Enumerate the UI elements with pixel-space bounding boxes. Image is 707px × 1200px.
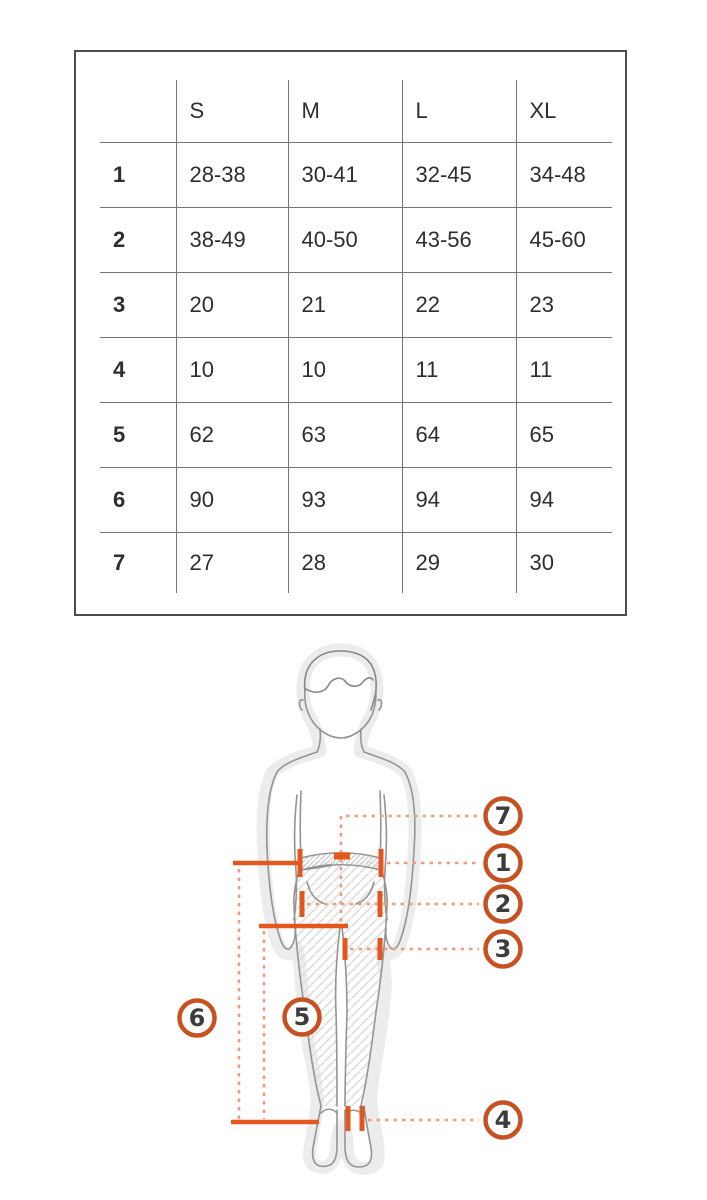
row-label: 3 [100,273,176,338]
callout-circle-6 [180,1001,215,1036]
row-label: 6 [100,468,176,533]
callout-number: 3 [494,935,512,963]
table-row [100,273,612,338]
table-row [100,143,612,208]
cell: 40-50 [288,208,402,273]
size-table [100,80,612,593]
table-row [100,338,612,403]
callout-number: 2 [494,890,512,918]
cell: 28-38 [176,143,288,208]
cell: 65 [516,403,612,468]
cell: 62 [176,403,288,468]
column-header-m: M [288,80,402,143]
column-header-xl: XL [516,80,612,143]
column-header-s: S [176,80,288,143]
cell: 30 [516,533,612,594]
cell: 30-41 [288,143,402,208]
cell: 28 [288,533,402,594]
row-label: 5 [100,403,176,468]
callout-circle-7 [486,799,521,834]
cell: 21 [288,273,402,338]
callout-number: 5 [293,1003,311,1031]
header-row [100,80,612,143]
cell: 10 [288,338,402,403]
row-label: 4 [100,338,176,403]
table-row [100,533,612,594]
column-header-l: L [402,80,516,143]
callout-number: 7 [494,802,512,830]
cell: 20 [176,273,288,338]
callout-circle-4 [486,1103,521,1138]
cell: 94 [402,468,516,533]
cell: 11 [402,338,516,403]
human-figure [263,650,415,1168]
cell: 10 [176,338,288,403]
table-row [100,208,612,273]
callout-circle-2 [486,887,521,922]
callout-number: 1 [494,849,512,877]
cell: 27 [176,533,288,594]
row-label: 1 [100,143,176,208]
cell: 43-56 [402,208,516,273]
cell: 23 [516,273,612,338]
cell: 64 [402,403,516,468]
callout-circle-5 [285,1000,320,1035]
callout-number: 6 [188,1004,206,1032]
cell: 34-48 [516,143,612,208]
callout-circle-3 [486,932,521,967]
cell: 90 [176,468,288,533]
table-row [100,403,612,468]
callout-circle-1 [486,846,521,881]
cell: 93 [288,468,402,533]
row-label: 7 [113,550,126,575]
corner-cell [100,80,176,143]
cell: 38-49 [176,208,288,273]
cell: 29 [402,533,516,594]
cell: 22 [402,273,516,338]
cell: 63 [288,403,402,468]
row-label: 2 [100,208,176,273]
cell: 32-45 [402,143,516,208]
cell: 11 [516,338,612,403]
size-table-frame [74,50,627,616]
measurement-diagram [0,630,707,1200]
table-row [100,468,612,533]
callout-number: 4 [494,1106,512,1134]
cell: 45-60 [516,208,612,273]
cell: 94 [516,468,612,533]
